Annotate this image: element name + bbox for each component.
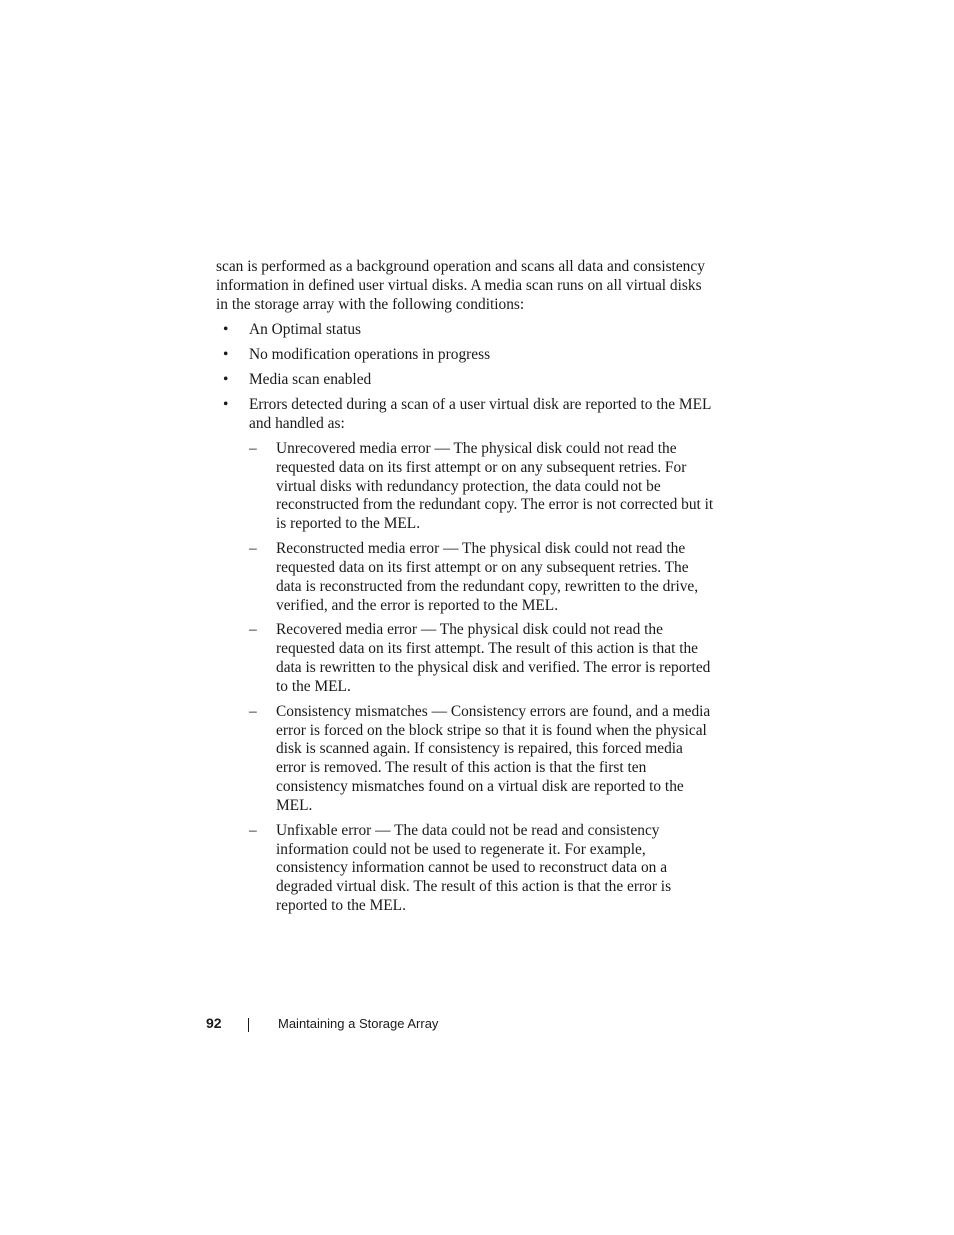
list-item [216,346,716,365]
sub-list-item [249,621,716,696]
sub-item-text: Recovered media error — The physical disk could not read the requested data on its first attempt. The result of this action is that the data is rewritten to the physical disk and verified. The error is reported to the MEL. [276,621,711,695]
sub-list-item [249,540,716,615]
page-number: 92 [206,1015,222,1031]
sub-item-text: Unrecovered media error — The physical disk could not read the requested data on its first attempt or on any subsequent retries. For virtual disks with redundancy protection, the data could not be reconstructed from the redundant copy. The error is not corrected but it is reported to the MEL. [276,439,714,533]
sub-item-text: Consistency mismatches — Consistency errors are found, and a media error is forced on the block stripe so that it is found when the physical disk is scanned again. If consistency is repaired, this forced media error is removed. The result of this action is that the first ten consistency mismatches found on a virtual disk are reported to the MEL. [276,702,711,814]
intro-paragraph: scan is performed as a background operation and scans all data and consistency information in defined user virtual disks. A media scan runs on all virtual disks in the storage array with the following conditions: [216,258,705,313]
page-footer [0,1015,954,1035]
footer-separator [248,1018,249,1032]
sub-list-item [249,822,716,916]
sub-list-item [249,703,716,816]
sub-item-text: Unfixable error — The data could not be read and consistency information could not be used to regenerate it. For example, consistency information cannot be used to reconstruct data on a degraded virtual disk. The result of this action is that the error is reported to the MEL. [276,821,672,915]
list-item [216,321,716,340]
dash-icon: – [249,821,257,839]
dash-icon: – [249,439,257,457]
dash-icon: – [249,702,257,720]
bullet-icon: • [223,321,229,339]
list-item-text: Media scan enabled [249,371,372,389]
bullet-icon: • [223,396,229,414]
bullet-icon: • [223,346,229,364]
sub-list-item [249,440,716,534]
error-types-list [249,440,716,916]
dash-icon: – [249,621,257,639]
conditions-list [216,321,716,915]
dash-icon: – [249,540,257,558]
list-item-text: An Optimal status [249,321,362,339]
list-item-text: No modification operations in progress [249,346,491,364]
bullet-icon: • [223,371,229,389]
list-item [216,371,716,390]
list-item [216,396,716,915]
page-body [216,258,716,922]
sub-item-text: Reconstructed media error — The physical disk could not read the requested data on its first attempt or on any subsequent retries. The data is reconstructed from the redundant copy, rewritten to the drive, verified, and the error is reported to the MEL. [276,540,699,614]
running-title: Maintaining a Storage Array [278,1016,439,1031]
list-item-text: Errors detected during a scan of a user virtual disk are reported to the MEL and handled as: [249,396,711,433]
